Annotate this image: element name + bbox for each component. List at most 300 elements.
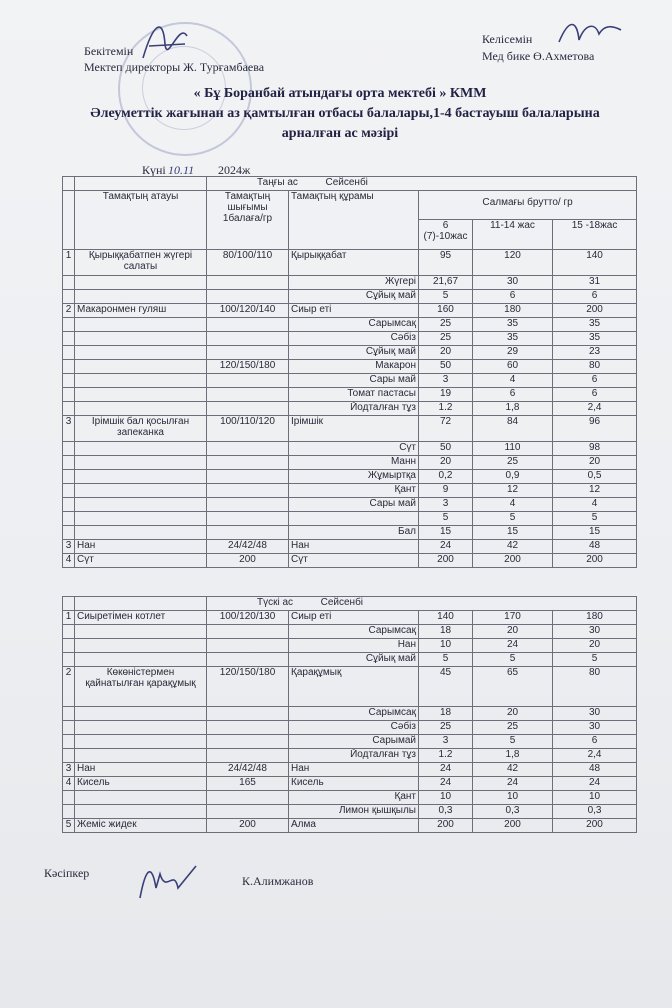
- col-weight-header: Салмағы брутто/ гр: [419, 191, 637, 220]
- weight-age3: 2,4: [553, 749, 637, 763]
- weight-age3: 23: [553, 346, 637, 360]
- weight-age2: 5: [473, 512, 553, 526]
- weight-age1: 3: [419, 735, 473, 749]
- table-row: [63, 763, 637, 777]
- weight-age1: 20: [419, 346, 473, 360]
- weight-age3: 35: [553, 332, 637, 346]
- dish-name: [75, 735, 207, 749]
- weight-age2: 20: [473, 625, 553, 639]
- weight-age3: 98: [553, 442, 637, 456]
- ingredient-name: Сиыр еті: [289, 611, 419, 625]
- row-number: 2: [63, 667, 75, 707]
- table-row: [63, 611, 637, 625]
- menu-title-line1: Әлеуметтік жағынан аз қамтылған отбасы балалары,1-4 бастауыш балаларына: [90, 106, 600, 121]
- row-number: 3: [63, 416, 75, 442]
- weight-age1: 5: [419, 653, 473, 667]
- weight-age1: 25: [419, 332, 473, 346]
- table-row: [63, 512, 637, 526]
- table-row: [63, 721, 637, 735]
- dish-portion: [207, 290, 289, 304]
- weight-age3: 20: [553, 456, 637, 470]
- row-number: [63, 318, 75, 332]
- weight-age2: 30: [473, 276, 553, 290]
- table-row: [63, 735, 637, 749]
- dish-name: [75, 332, 207, 346]
- dish-name: [75, 470, 207, 484]
- row-number: 1: [63, 611, 75, 625]
- dish-portion: 100/120/140: [207, 304, 289, 318]
- weight-age2: 0,3: [473, 805, 553, 819]
- dish-name: [75, 639, 207, 653]
- weight-age2: 5: [473, 653, 553, 667]
- weight-age1: 200: [419, 554, 473, 568]
- ingredient-name: Лимон қышқылы: [289, 805, 419, 819]
- weight-age2: 10: [473, 791, 553, 805]
- dish-portion: [207, 346, 289, 360]
- dish-name: [75, 526, 207, 540]
- weight-age2: 12: [473, 484, 553, 498]
- ingredient-name: Нан: [289, 540, 419, 554]
- table-row: [63, 484, 637, 498]
- weight-age2: 180: [473, 304, 553, 318]
- weight-age3: 2,4: [553, 402, 637, 416]
- dish-name: [75, 512, 207, 526]
- dish-name: Жеміс жидек: [75, 819, 207, 833]
- dish-name: [75, 749, 207, 763]
- weight-age1: 24: [419, 763, 473, 777]
- weight-age2: 110: [473, 442, 553, 456]
- date-label: Күні: [142, 163, 166, 177]
- weight-age1: 18: [419, 625, 473, 639]
- breakfast-day: Сейсенбі: [325, 177, 368, 188]
- lunch-day: Сейсенбі: [320, 597, 364, 608]
- menu-title-line2: арналған ас мәзірі: [281, 126, 399, 141]
- dish-name: Қырыққабатпен жүгері салаты: [75, 250, 207, 276]
- ingredient-name: [289, 512, 419, 526]
- table-row: [63, 819, 637, 833]
- breakfast-rows: [63, 250, 637, 568]
- table-row: [63, 360, 637, 374]
- dish-portion: [207, 721, 289, 735]
- dish-name: [75, 388, 207, 402]
- row-number: 4: [63, 777, 75, 791]
- weight-age2: 200: [473, 819, 553, 833]
- ingredient-name: Сұйық май: [289, 346, 419, 360]
- col-composition-header: Тамақтың құрамы: [289, 191, 419, 250]
- row-number: 3: [63, 763, 75, 777]
- weight-age1: 25: [419, 721, 473, 735]
- breakfast-meal: Таңғы ас: [257, 177, 298, 188]
- dish-name: [75, 721, 207, 735]
- dish-name: [75, 402, 207, 416]
- ingredient-name: Нан: [289, 763, 419, 777]
- ingredient-name: Қант: [289, 484, 419, 498]
- ingredient-name: Ірімшік: [289, 416, 419, 442]
- col-age1-header: 6 (7)-10жас: [419, 220, 473, 250]
- row-number: [63, 512, 75, 526]
- table-row: [63, 554, 637, 568]
- dish-portion: [207, 332, 289, 346]
- weight-age2: 24: [473, 639, 553, 653]
- weight-age2: 15: [473, 526, 553, 540]
- weight-age1: 10: [419, 791, 473, 805]
- lunch-table: [62, 596, 637, 833]
- weight-age3: 35: [553, 318, 637, 332]
- weight-age1: 1.2: [419, 749, 473, 763]
- weight-age1: 50: [419, 360, 473, 374]
- weight-age1: 50: [419, 442, 473, 456]
- row-number: [63, 625, 75, 639]
- dish-portion: [207, 805, 289, 819]
- weight-age2: 4: [473, 374, 553, 388]
- table-row: [63, 250, 637, 276]
- weight-age1: 24: [419, 540, 473, 554]
- dish-portion: 24/42/48: [207, 763, 289, 777]
- table-row: [63, 749, 637, 763]
- weight-age3: 140: [553, 250, 637, 276]
- dish-portion: 120/150/180: [207, 360, 289, 374]
- weight-age1: 0,2: [419, 470, 473, 484]
- dish-portion: [207, 318, 289, 332]
- date-value: 10.11: [168, 163, 195, 177]
- weight-age3: 80: [553, 667, 637, 707]
- table-row: [63, 318, 637, 332]
- ingredient-name: Қырыққабат: [289, 250, 419, 276]
- row-number: 4: [63, 554, 75, 568]
- col-age3-header: 15 -18жас: [553, 220, 637, 250]
- ingredient-name: Сүт: [289, 442, 419, 456]
- row-number: 5: [63, 819, 75, 833]
- ingredient-name: Сәбіз: [289, 332, 419, 346]
- weight-age3: 6: [553, 374, 637, 388]
- row-number: [63, 470, 75, 484]
- entrepreneur-signature: [130, 858, 200, 906]
- weight-age3: 180: [553, 611, 637, 625]
- row-number: [63, 484, 75, 498]
- weight-age1: 5: [419, 512, 473, 526]
- table-row: [63, 639, 637, 653]
- table-row: [63, 526, 637, 540]
- row-number: [63, 332, 75, 346]
- breakfast-table: [62, 176, 637, 568]
- row-number: 1: [63, 250, 75, 276]
- ingredient-name: Бал: [289, 526, 419, 540]
- weight-age1: 24: [419, 777, 473, 791]
- col-age2-header: 11-14 жас: [473, 220, 553, 250]
- ingredient-name: Томат пастасы: [289, 388, 419, 402]
- weight-age2: 6: [473, 290, 553, 304]
- school-name: « Бұ Боранбай атындағы орта мектебі » КММ: [193, 86, 487, 101]
- dish-portion: 200: [207, 554, 289, 568]
- weight-age1: 3: [419, 374, 473, 388]
- weight-age2: 35: [473, 318, 553, 332]
- row-number: 3: [63, 540, 75, 554]
- row-number: [63, 360, 75, 374]
- dish-name: [75, 442, 207, 456]
- weight-age1: 20: [419, 456, 473, 470]
- dish-portion: [207, 707, 289, 721]
- lunch-meal: Түскі ас: [257, 597, 294, 608]
- weight-age3: 200: [553, 304, 637, 318]
- weight-age2: 1,8: [473, 749, 553, 763]
- row-number: [63, 374, 75, 388]
- dish-name: [75, 707, 207, 721]
- dish-portion: [207, 456, 289, 470]
- ingredient-name: Сарымсақ: [289, 625, 419, 639]
- weight-age1: 25: [419, 318, 473, 332]
- ingredient-name: Сарымсақ: [289, 707, 419, 721]
- table-row: [63, 667, 637, 707]
- row-number: [63, 735, 75, 749]
- weight-age1: 10: [419, 639, 473, 653]
- weight-age3: 48: [553, 763, 637, 777]
- entrepreneur-name: К.Алимжанов: [242, 874, 314, 888]
- weight-age1: 1.2: [419, 402, 473, 416]
- table-row: [63, 304, 637, 318]
- entrepreneur-label: Кәсіпкер: [44, 866, 90, 880]
- weight-age2: 35: [473, 332, 553, 346]
- dish-portion: 120/150/180: [207, 667, 289, 707]
- dish-name: [75, 290, 207, 304]
- ingredient-name: Қант: [289, 791, 419, 805]
- table-row: [63, 707, 637, 721]
- weight-age3: 0,5: [553, 470, 637, 484]
- table-row: [63, 540, 637, 554]
- weight-age1: 72: [419, 416, 473, 442]
- ingredient-name: Йодталған тұз: [289, 402, 419, 416]
- weight-age2: 42: [473, 763, 553, 777]
- ingredient-name: Сары май: [289, 374, 419, 388]
- weight-age1: 21,67: [419, 276, 473, 290]
- row-number: [63, 276, 75, 290]
- dish-portion: [207, 484, 289, 498]
- dish-portion: 24/42/48: [207, 540, 289, 554]
- ingredient-name: Нан: [289, 639, 419, 653]
- ingredient-name: Йодталған тұз: [289, 749, 419, 763]
- dish-portion: 100/110/120: [207, 416, 289, 442]
- table-row: [63, 416, 637, 442]
- weight-age2: 84: [473, 416, 553, 442]
- table-row: [63, 332, 637, 346]
- dish-portion: [207, 512, 289, 526]
- row-number: [63, 791, 75, 805]
- dish-portion: [207, 653, 289, 667]
- row-number: 2: [63, 304, 75, 318]
- table-row: [63, 374, 637, 388]
- weight-age3: 0,3: [553, 805, 637, 819]
- table-row: [63, 290, 637, 304]
- dish-name: [75, 498, 207, 512]
- dish-name: Нан: [75, 540, 207, 554]
- row-number: [63, 749, 75, 763]
- ingredient-name: Сарымай: [289, 735, 419, 749]
- table-row: [63, 388, 637, 402]
- weight-age1: 45: [419, 667, 473, 707]
- dish-portion: [207, 749, 289, 763]
- weight-age3: 6: [553, 735, 637, 749]
- col-name-header: Тамақтың атауы: [75, 191, 207, 250]
- dish-name: [75, 360, 207, 374]
- weight-age3: 80: [553, 360, 637, 374]
- dish-portion: [207, 402, 289, 416]
- weight-age3: 30: [553, 625, 637, 639]
- table-row: [63, 346, 637, 360]
- dish-portion: [207, 526, 289, 540]
- dish-portion: 165: [207, 777, 289, 791]
- table-row: [63, 276, 637, 290]
- weight-age1: 0,3: [419, 805, 473, 819]
- ingredient-name: Қарақұмық: [289, 667, 419, 707]
- date-year: 2024ж: [218, 163, 251, 177]
- col-portion-header: Тамақтың шығымы 1балаға/гр: [207, 191, 289, 250]
- dish-portion: [207, 498, 289, 512]
- dish-name: Кисель: [75, 777, 207, 791]
- dish-name: Сүт: [75, 554, 207, 568]
- dish-portion: [207, 388, 289, 402]
- dish-name: [75, 374, 207, 388]
- weight-age1: 5: [419, 290, 473, 304]
- weight-age1: 15: [419, 526, 473, 540]
- ingredient-name: Сәбіз: [289, 721, 419, 735]
- dish-portion: [207, 735, 289, 749]
- dish-portion: [207, 625, 289, 639]
- row-number: [63, 707, 75, 721]
- row-number: [63, 526, 75, 540]
- row-number: [63, 456, 75, 470]
- weight-age1: 9: [419, 484, 473, 498]
- row-number: [63, 346, 75, 360]
- table-row: [63, 442, 637, 456]
- dish-name: [75, 484, 207, 498]
- weight-age2: 25: [473, 456, 553, 470]
- weight-age3: 48: [553, 540, 637, 554]
- table-row: [63, 625, 637, 639]
- dish-portion: 200: [207, 819, 289, 833]
- dish-name: [75, 346, 207, 360]
- row-number: [63, 290, 75, 304]
- ingredient-name: Сұйық май: [289, 290, 419, 304]
- weight-age2: 0,9: [473, 470, 553, 484]
- ingredient-name: Жүгері: [289, 276, 419, 290]
- weight-age3: 30: [553, 707, 637, 721]
- ingredient-name: Сүт: [289, 554, 419, 568]
- dish-name: Нан: [75, 763, 207, 777]
- weight-age1: 200: [419, 819, 473, 833]
- ingredient-name: Кисель: [289, 777, 419, 791]
- weight-age3: 12: [553, 484, 637, 498]
- ingredient-name: Манн: [289, 456, 419, 470]
- weight-age3: 24: [553, 777, 637, 791]
- ingredient-name: Сұйық май: [289, 653, 419, 667]
- ingredient-name: Алма: [289, 819, 419, 833]
- weight-age2: 20: [473, 707, 553, 721]
- dish-portion: [207, 470, 289, 484]
- weight-age1: 140: [419, 611, 473, 625]
- ingredient-name: Макарон: [289, 360, 419, 374]
- dish-portion: [207, 442, 289, 456]
- table-row: [63, 402, 637, 416]
- row-number: [63, 721, 75, 735]
- ingredient-name: Жұмыртқа: [289, 470, 419, 484]
- table-row: [63, 791, 637, 805]
- weight-age1: 18: [419, 707, 473, 721]
- approved-label: Бекітемін: [84, 44, 134, 58]
- dish-name: Макаронмен гуляш: [75, 304, 207, 318]
- weight-age3: 20: [553, 639, 637, 653]
- weight-age2: 200: [473, 554, 553, 568]
- table-row: [63, 470, 637, 484]
- dish-portion: [207, 276, 289, 290]
- weight-age2: 25: [473, 721, 553, 735]
- weight-age3: 10: [553, 791, 637, 805]
- row-number: [63, 388, 75, 402]
- weight-age3: 6: [553, 290, 637, 304]
- nurse-line: Мед бике Ө.Ахметова: [482, 49, 595, 63]
- weight-age2: 1,8: [473, 402, 553, 416]
- weight-age1: 3: [419, 498, 473, 512]
- weight-age3: 200: [553, 819, 637, 833]
- dish-portion: 80/100/110: [207, 250, 289, 276]
- director-line: Мектеп директоры Ж. Турғамбаева: [84, 60, 265, 74]
- weight-age2: 29: [473, 346, 553, 360]
- weight-age1: 95: [419, 250, 473, 276]
- dish-name: [75, 653, 207, 667]
- dish-name: [75, 625, 207, 639]
- weight-age2: 5: [473, 735, 553, 749]
- row-number: [63, 402, 75, 416]
- dish-name: Көкөністермен қайнатылған қарақұмық: [75, 667, 207, 707]
- lunch-rows: [63, 611, 637, 833]
- weight-age3: 4: [553, 498, 637, 512]
- weight-age1: 19: [419, 388, 473, 402]
- ingredient-name: Сарымсақ: [289, 318, 419, 332]
- dish-name: [75, 318, 207, 332]
- weight-age2: 65: [473, 667, 553, 707]
- weight-age1: 160: [419, 304, 473, 318]
- dish-portion: [207, 639, 289, 653]
- weight-age2: 170: [473, 611, 553, 625]
- dish-name: [75, 805, 207, 819]
- dish-name: Сиыретімен котлет: [75, 611, 207, 625]
- row-number: [63, 805, 75, 819]
- weight-age3: 96: [553, 416, 637, 442]
- table-row: [63, 456, 637, 470]
- nurse-signature: [555, 14, 625, 50]
- row-number: [63, 639, 75, 653]
- table-row: [63, 653, 637, 667]
- weight-age3: 6: [553, 388, 637, 402]
- weight-age3: 5: [553, 653, 637, 667]
- weight-age3: 15: [553, 526, 637, 540]
- weight-age2: 24: [473, 777, 553, 791]
- table-row: [63, 498, 637, 512]
- ingredient-name: Сиыр еті: [289, 304, 419, 318]
- weight-age3: 5: [553, 512, 637, 526]
- weight-age3: 30: [553, 721, 637, 735]
- weight-age2: 4: [473, 498, 553, 512]
- weight-age2: 120: [473, 250, 553, 276]
- dish-name: Ірімшік бал қосылған запеканка: [75, 416, 207, 442]
- weight-age3: 31: [553, 276, 637, 290]
- weight-age2: 6: [473, 388, 553, 402]
- table-row: [63, 777, 637, 791]
- dish-name: [75, 456, 207, 470]
- weight-age3: 200: [553, 554, 637, 568]
- director-signature: [135, 14, 195, 66]
- row-number: [63, 498, 75, 512]
- agreed-label: Келісемін: [482, 32, 533, 46]
- row-number: [63, 442, 75, 456]
